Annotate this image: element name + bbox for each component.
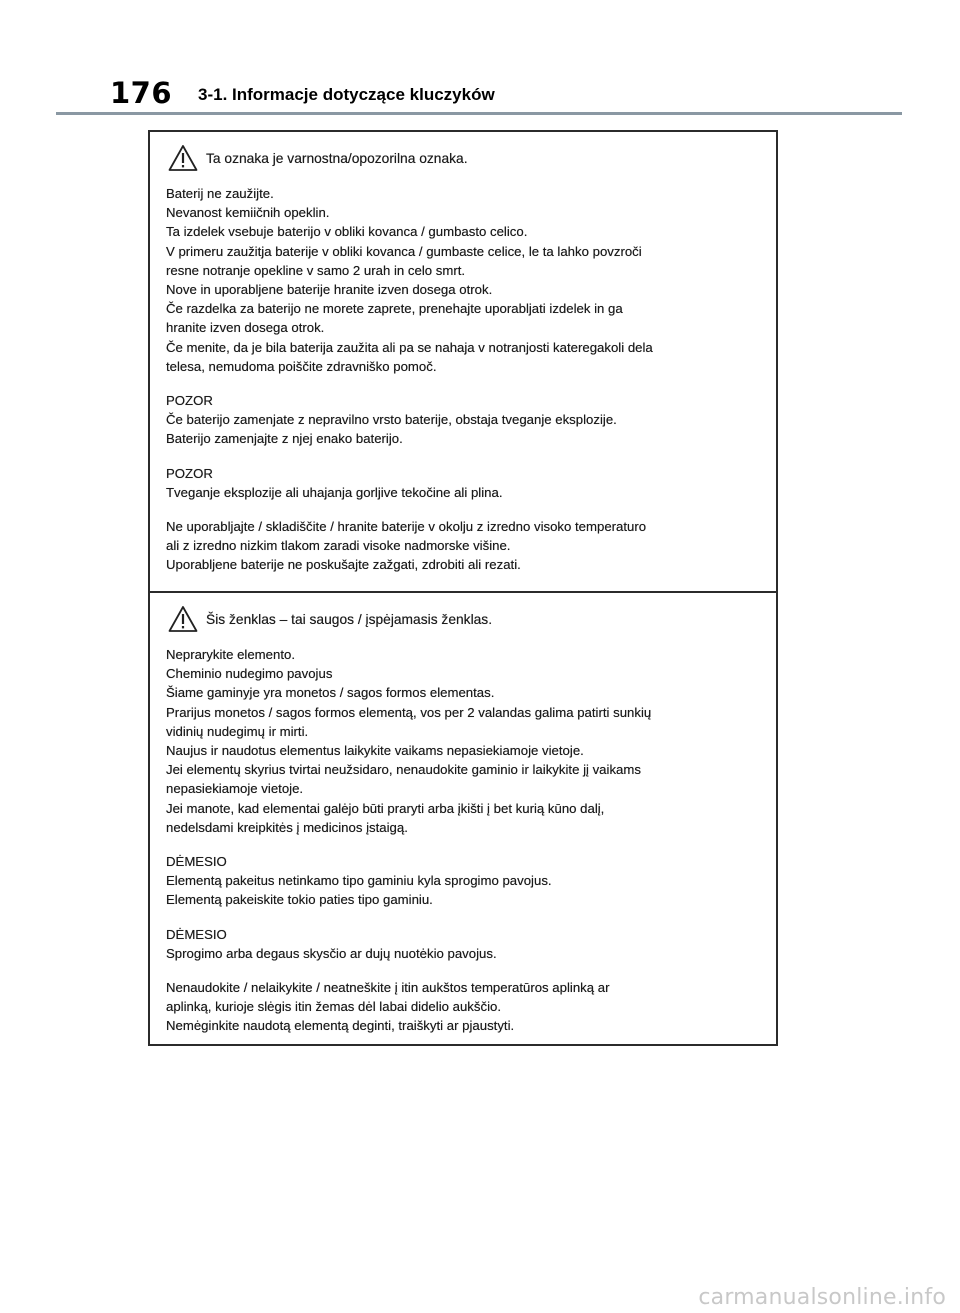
section-title: 3-1. Informacje dotyczące kluczyków bbox=[198, 85, 495, 104]
warning-box-title: Šis ženklas – tai saugos / įspėjamasis ženklas. bbox=[206, 611, 493, 627]
warning-text-line: Jei elementų skyrius tvirtai neužsidaro, nenaudokite gaminio ir laikykite jį vaikams bbox=[166, 762, 641, 778]
warning-text-line: Nenaudokite / nelaikykite / neatneškite į itin aukštos temperatūros aplinką ar bbox=[166, 980, 610, 996]
page-header bbox=[0, 0, 960, 120]
warning-box-title: Ta oznaka je varnostna/opozorilna oznaka. bbox=[206, 150, 468, 166]
warning-text-line: Če baterijo zamenjate z nepravilno vrsto baterije, obstaja tveganje eksplozije. bbox=[166, 412, 617, 428]
warning-text-line: Če razdelka za baterijo ne morete zaprete, prenehajte uporabljati izdelek in ga bbox=[166, 301, 623, 317]
warning-paragraph bbox=[166, 517, 762, 575]
warning-text-line: Elementą pakeitus netinkamo tipo gaminiu kyla sprogimo pavojus. bbox=[166, 873, 552, 889]
page-number: 176 bbox=[110, 76, 173, 110]
warning-box-header bbox=[166, 140, 762, 176]
warning-text-line: Sprogimo arba degaus skysčio ar dujų nuotėkio pavojus. bbox=[166, 945, 497, 961]
warning-text-line: hranite izven dosega otrok. bbox=[166, 320, 325, 336]
warning-box-lithuanian bbox=[148, 591, 778, 1046]
watermark: carmanualsonline.info bbox=[698, 1285, 946, 1310]
warning-paragraph bbox=[166, 852, 762, 910]
warning-text-line: POZOR bbox=[166, 465, 213, 481]
warning-box-header bbox=[166, 601, 762, 637]
warning-paragraph bbox=[166, 978, 762, 1036]
warning-text-line: telesa, nemudoma poiščite zdravniško pomoč. bbox=[166, 358, 437, 374]
warning-text-line: Ne uporabljajte / skladiščite / hranite baterije v okolju z izredno visoko temperaturo bbox=[166, 519, 647, 535]
warning-text-line: Uporabljene baterije ne poskušajte zažgati, zdrobiti ali rezati. bbox=[166, 557, 521, 573]
warning-text-line: Naujus ir naudotus elementus laikykite vaikams nepasiekiamoje vietoje. bbox=[166, 743, 584, 759]
warning-text-line: POZOR bbox=[166, 393, 213, 409]
warning-text-line: V primeru zaužitja baterije v obliki kovanca / gumbaste celice, le ta lahko povzroči bbox=[166, 243, 642, 259]
warning-text-line: nepasiekiamoje vietoje. bbox=[166, 781, 304, 797]
warning-text-line: vidinių nudegimų ir mirti. bbox=[166, 723, 309, 739]
warning-text-line: Če menite, da je bila baterija zaužita ali pa se nahaja v notranjosti kateregakoli dela bbox=[166, 339, 653, 355]
warning-text-line: Neprarykite elemento. bbox=[166, 647, 296, 662]
warning-text-line: Prarijus monetos / sagos formos elementą, vos per 2 valandas galima patirti sunkių bbox=[166, 704, 652, 720]
warning-paragraph bbox=[166, 184, 762, 376]
warning-text-line: DĖMESIO bbox=[166, 854, 227, 870]
warning-paragraph bbox=[166, 645, 762, 837]
warning-text-line: Baterijo zamenjajte z njej enako baterijo. bbox=[166, 431, 403, 447]
warning-text-line: resne notranje opekline v samo 2 urah in celo smrt. bbox=[166, 262, 466, 278]
warning-text-line: Ta izdelek vsebuje baterijo v obliki kovanca / gumbasto celico. bbox=[166, 224, 528, 240]
warning-box-slovenian bbox=[148, 130, 778, 593]
warning-text-line: Šiame gaminyje yra monetos / sagos formos elementas. bbox=[166, 685, 495, 701]
warning-text-line: nedelsdami kreipkitės į medicinos įstaigą. bbox=[166, 819, 408, 835]
warning-text-line: ali z izredno nizkim tlakom zaradi visoke nadmorske višine. bbox=[166, 538, 511, 554]
warning-paragraph bbox=[166, 391, 762, 449]
warning-text-line: Cheminio nudegimo pavojus bbox=[166, 666, 333, 682]
warning-text-line: Nevanost kemiičnih opeklin. bbox=[166, 205, 330, 221]
warning-text-line: DĖMESIO bbox=[166, 926, 227, 942]
warning-text-line: Elementą pakeiskite tokio paties tipo gaminiu. bbox=[166, 892, 433, 908]
warning-triangle-icon bbox=[168, 144, 198, 172]
warning-text-line: Tveganje eksplozije ali uhajanja gorljive tekočine ali plina. bbox=[166, 484, 503, 500]
warning-triangle-icon bbox=[168, 605, 198, 633]
warning-paragraph bbox=[166, 925, 762, 963]
warning-text-line: aplinką, kurioje slėgis itin žemas dėl labai didelio aukščio. bbox=[166, 999, 501, 1015]
warning-text-line: Jei manote, kad elementai galėjo būti praryti arba įkišti į bet kurią kūno dalį, bbox=[166, 800, 605, 816]
warning-paragraph bbox=[166, 464, 762, 502]
warning-text-line: Nemėginkite naudotą elementą deginti, traiškyti ar pjaustyti. bbox=[166, 1018, 515, 1034]
warning-text-line: Nove in uporabljene baterije hranite izven dosega otrok. bbox=[166, 282, 493, 298]
warning-text-line: Baterij ne zaužijte. bbox=[166, 186, 274, 201]
header-rule bbox=[56, 112, 902, 115]
